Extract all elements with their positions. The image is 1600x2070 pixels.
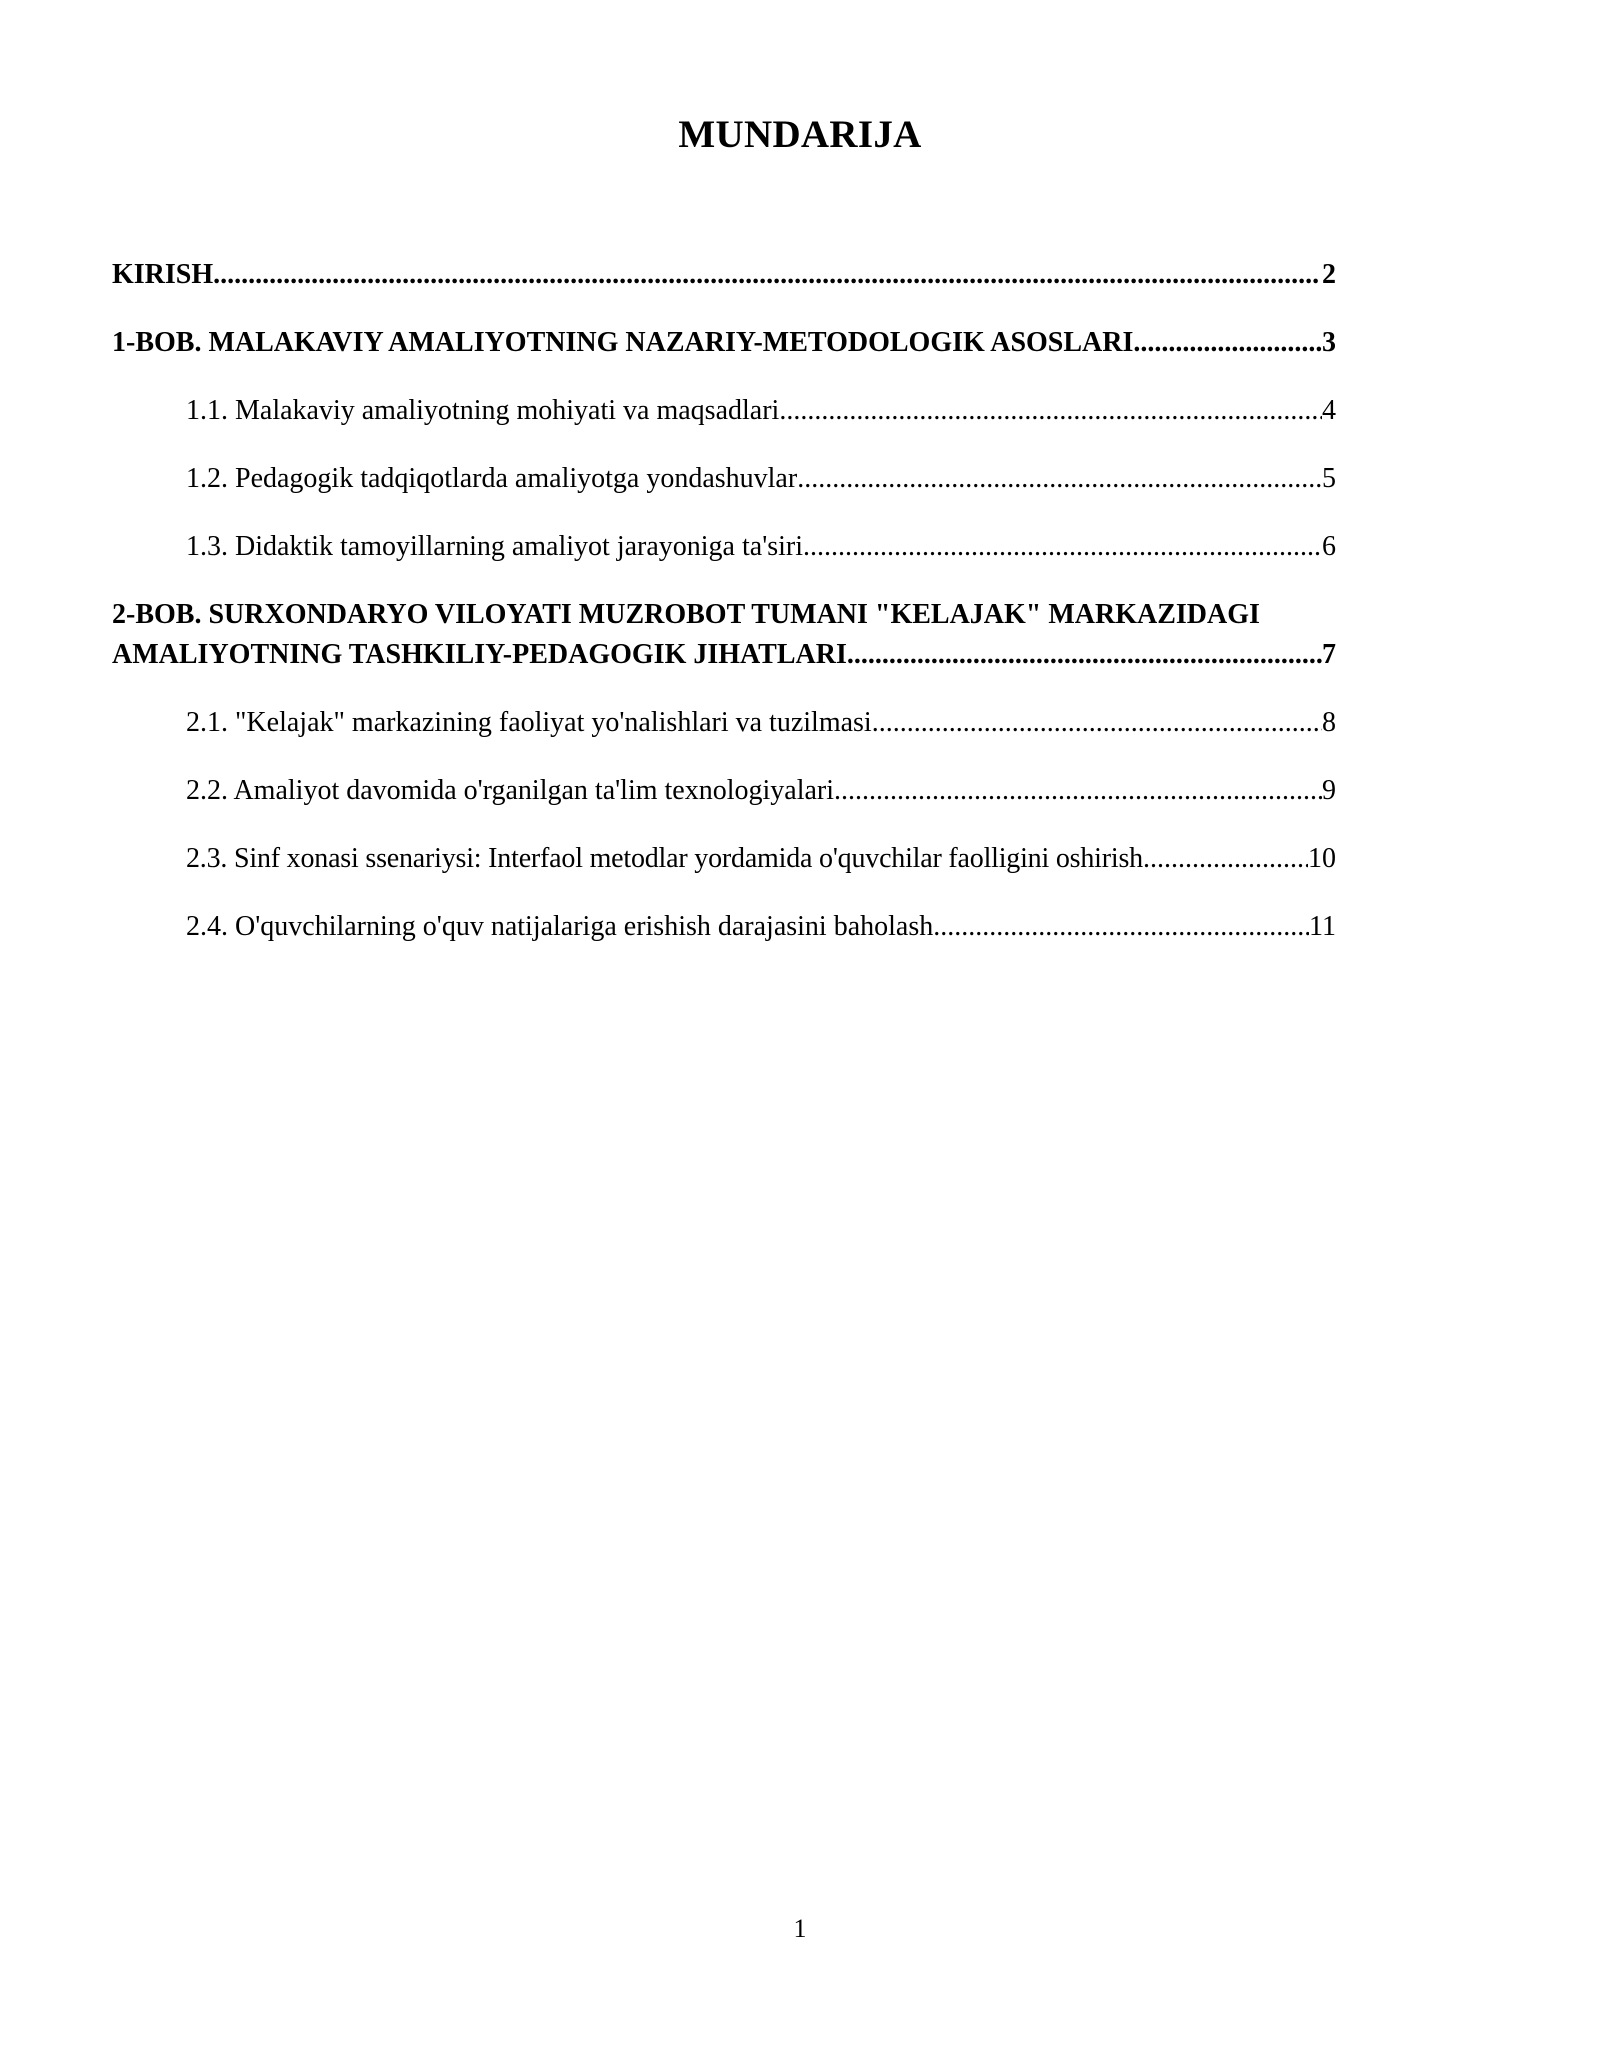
dot-leader	[847, 635, 1322, 675]
toc-entry-label: 2.4. O'quvchilarning o'quv natijalariga erishish darajasini baholash	[186, 911, 934, 942]
toc-entry-section-1-2[interactable]	[112, 459, 1336, 499]
toc-entry-section-1-1[interactable]	[112, 391, 1336, 431]
toc-entry-page: 10	[1308, 843, 1336, 874]
dot-leader	[213, 255, 1318, 295]
dot-leader	[933, 907, 1309, 947]
toc-entry-page: 9	[1322, 775, 1336, 806]
toc-entry-label-line2: AMALIYOTNING TASHKILIY-PEDAGOGIK JIHATLARI	[112, 639, 847, 670]
toc-entry-section-2-2[interactable]	[112, 771, 1336, 811]
toc-entry-page: 4	[1322, 395, 1336, 426]
dot-leader	[797, 459, 1322, 499]
toc-entry-kirish[interactable]	[112, 255, 1336, 295]
toc-entry-page: 8	[1322, 707, 1336, 738]
dot-leader	[803, 527, 1322, 567]
toc-entry-label: 1.1. Malakaviy amaliyotning mohiyati va maqsadlari	[186, 395, 780, 426]
toc-entry-page: 11	[1309, 911, 1336, 942]
toc-entry-page: 7	[1322, 639, 1336, 670]
toc-entry-chapter-2[interactable]	[112, 595, 1336, 675]
toc-entry-section-2-3[interactable]	[112, 839, 1336, 879]
toc-entry-label: 1.3. Didaktik tamoyillarning amaliyot jarayoniga ta'siri	[186, 531, 804, 562]
toc-entry-section-1-3[interactable]	[112, 527, 1336, 567]
dot-leader	[834, 771, 1322, 811]
toc-entry-label: 2.2. Amaliyot davomida o'rganilgan ta'lim texnologiyalari	[186, 775, 835, 806]
dot-leader	[872, 703, 1322, 743]
toc-entry-section-2-4[interactable]	[112, 907, 1336, 947]
toc-entry-label: 1-BOB. MALAKAVIY AMALIYOTNING NAZARIY-METODOLOGIK ASOSLARI	[112, 327, 1134, 358]
toc-entry-chapter-1[interactable]	[112, 323, 1336, 363]
dot-leader	[779, 391, 1322, 431]
table-of-contents	[112, 255, 1336, 947]
toc-entry-label-line1: 2-BOB. SURXONDARYO VILOYATI MUZROBOT TUMANI "KELAJAK" MARKAZIDAGI	[112, 599, 1260, 630]
dot-leader	[1133, 323, 1322, 363]
toc-entry-section-2-1[interactable]	[112, 703, 1336, 743]
toc-entry-page: 5	[1322, 463, 1336, 494]
toc-entry-page: 6	[1322, 531, 1336, 562]
page-number: 1	[793, 1914, 807, 1943]
toc-entry-label: 2.3. Sinf xonasi ssenariysi: Interfaol metodlar yordamida o'quvchilar faolligini oshirish	[186, 843, 1143, 874]
toc-entry-page: 2	[1322, 259, 1336, 290]
toc-entry-label: 2.1. "Kelajak" markazining faoliyat yo'nalishlari va tuzilmasi	[186, 707, 872, 738]
dot-leader	[1143, 839, 1308, 879]
toc-entry-label: KIRISH	[112, 259, 214, 290]
toc-entry-page: 3	[1322, 327, 1336, 358]
toc-entry-label: 1.2. Pedagogik tadqiqotlarda amaliyotga yondashuvlar	[186, 463, 798, 494]
page-title: MUNDARIJA	[678, 113, 922, 156]
